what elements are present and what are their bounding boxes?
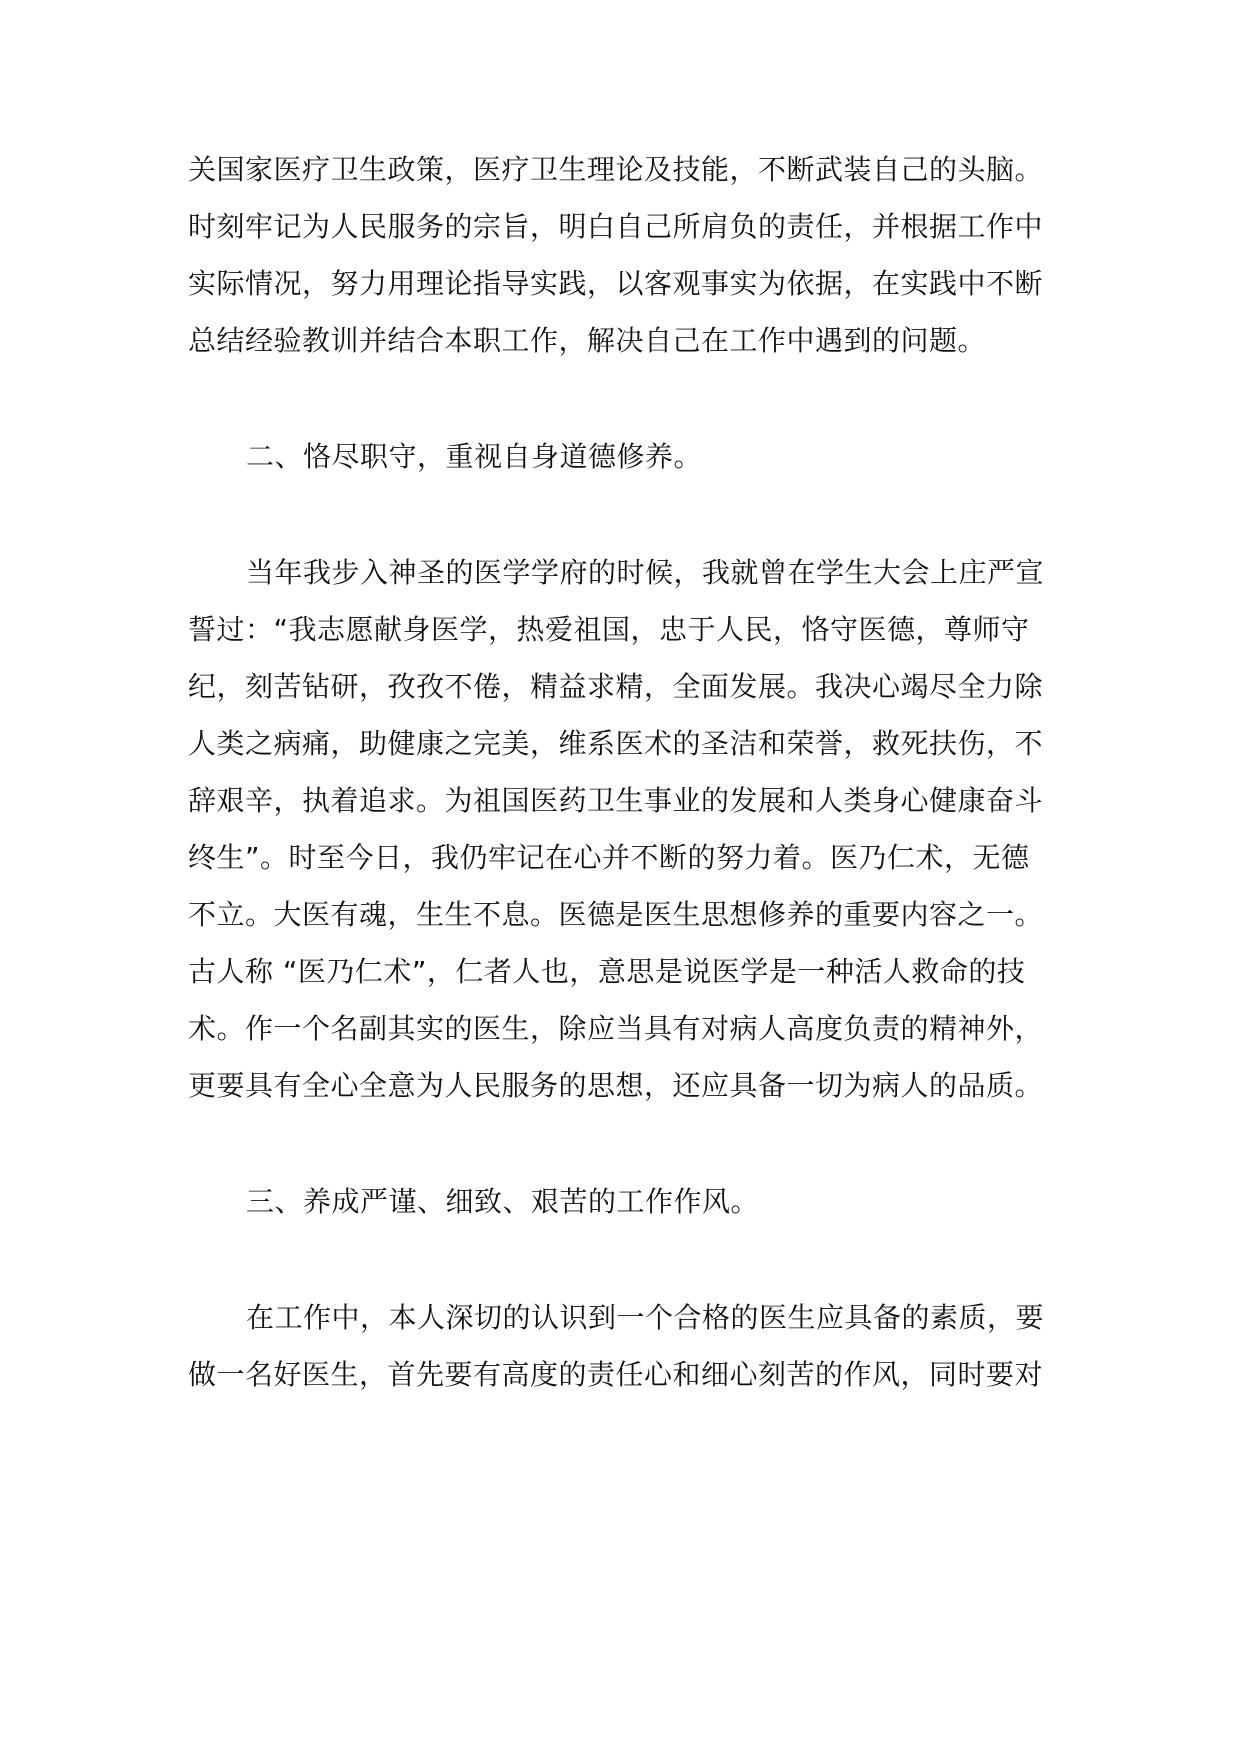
text-line: 誓过：“我志愿献身医学，热爱祖国，忠于人民，恪守医德，尊师守 [188, 613, 1030, 646]
text-line: 关国家医疗卫生政策，医疗卫生理论及技能，不断武装自己的头脑。 [188, 153, 1044, 186]
text-line: 当年我步入神圣的医学学府的时候，我就曾在学生大会上庄严宣 [246, 556, 1045, 589]
text-line: 术。作一个名副其实的医生，除应当具有对病人高度负责的精神外， [188, 1012, 1044, 1045]
text-line: 纪，刻苦钻研，孜孜不倦，精益求精，全面发展。我决心竭尽全力除 [188, 670, 1044, 703]
text-line: 做一名好医生，首先要有高度的责任心和细心刻苦的作风，同时要对 [188, 1358, 1044, 1391]
text-line: 人类之病痛，助健康之完美，维系医术的圣洁和荣誉，救死扶伤，不 [188, 727, 1044, 760]
text-line: 更要具有全心全意为人民服务的思想，还应具备一切为病人的品质。 [188, 1069, 1044, 1102]
text-line: 古人称 “医乃仁术”，仁者人也，意思是说医学是一种活人救命的技 [188, 955, 1026, 988]
text-line: 在工作中，本人深切的认识到一个合格的医生应具备的素质，要 [246, 1301, 1045, 1334]
section-heading: 二、恪尽职守，重视自身道德修养。 [246, 440, 703, 473]
text-line: 实际情况，努力用理论指导实践，以客观事实为依据，在实践中不断 [188, 267, 1044, 300]
section-heading: 三、养成严谨、细致、艰苦的工作作风。 [246, 1185, 760, 1218]
text-line: 辞艰辛，执着追求。为祖国医药卫生事业的发展和人类身心健康奋斗 [188, 784, 1044, 817]
text-line: 不立。大医有魂，生生不息。医德是医生思想修养的重要内容之一。 [188, 898, 1044, 931]
text-line: 终生”。时至今日，我仍牢记在心并不断的努力着。医乃仁术，无德 [188, 841, 1030, 874]
text-line: 时刻牢记为人民服务的宗旨，明白自己所肩负的责任，并根据工作中 [188, 210, 1044, 243]
text-line: 总结经验教训并结合本职工作，解决自己在工作中遇到的问题。 [188, 324, 987, 357]
